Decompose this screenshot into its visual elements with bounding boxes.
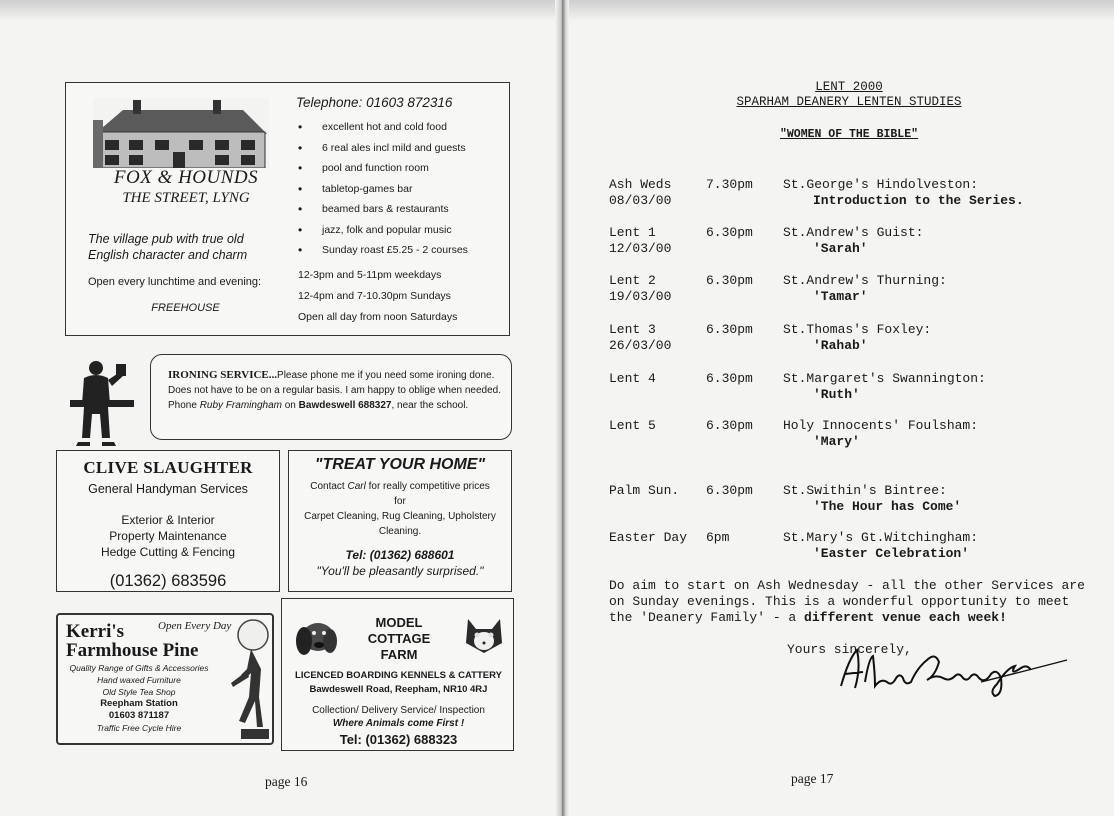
list-item: • 6 real ales incl mild and guests [298,141,468,162]
schedule-day: Lent 5 [609,418,656,433]
schedule-event [783,530,1113,562]
list-item: • jazz, folk and popular music [298,223,468,244]
clive-services [57,512,279,560]
ironing-body: , near the school. [391,400,469,411]
hours-line: 12-4pm and 7-10.30pm Sundays [298,290,451,302]
schedule-topic: 'Sarah' [813,241,868,256]
treat-text: for [394,496,406,507]
ironing-phone: Bawdeswell 688327 [298,400,392,411]
schedule-day: Lent 3 26/03/00 [609,322,672,353]
schedule-event [783,418,1113,450]
service-line: Exterior & Interior [121,513,215,527]
pub-hours-label: Open every lunchtime and evening: [88,276,262,288]
schedule-time: 6.30pm [706,483,753,498]
ironing-contact-name: Ruby Framingham [199,400,282,411]
page-number: page 17 [791,771,834,786]
ironing-text [168,368,501,413]
clive-subtitle: General Handyman Services [88,482,248,496]
list-item: • pool and function room [298,161,468,182]
pub-tagline-line: The village pub with true old [88,232,244,246]
schedule-event [783,322,1113,354]
schedule-topic: 'Rahab' [813,338,868,353]
hours-line: Open all day from noon Saturdays [298,311,458,323]
pub-building-illustration [93,98,269,168]
treat-text: Contact [310,481,348,492]
schedule-header-line: SPARHAM DEANERY LENTEN STUDIES [736,95,962,109]
schedule-venue: St.Andrew's Guist: [783,225,924,240]
schedule-day: Easter Day [609,530,688,545]
kerri-line: Traffic Free Cycle Hire [96,723,182,733]
kerri-details [64,662,214,734]
treat-body [293,479,507,539]
closing-text: Do aim to start on Ash Wednesday - all the other Services are on Sunday evenings. This is a wonderful opportunity to meet the 'Deanery Family' - a [609,578,1085,625]
cat-icon [462,615,506,655]
farm-title-line: MODEL [375,615,423,630]
kerri-line: Quality Range of Gifts & Accessories [69,663,209,673]
lamp-statue-icon [211,617,275,744]
schedule-time: 6.30pm [706,322,753,337]
schedule-time: 6.30pm [706,225,753,240]
service-line: Property Maintenance [109,529,227,543]
kerri-line: Reepham Station [100,698,178,709]
treat-services: Carpet Cleaning, Rug Cleaning, Upholstery Cleaning. [304,511,496,537]
schedule-topic: 'Mary' [813,434,860,449]
schedule-event [783,225,1113,257]
schedule-topic: 'Ruth' [813,387,860,402]
schedule-venue: St.Mary's Gt.Witchingham: [783,530,979,545]
clive-phone: (01362) 683596 [109,572,227,590]
treat-contact-name: Carl [347,481,366,492]
schedule-topic: 'Easter Celebration' [813,546,970,561]
closing-paragraph [609,578,1099,626]
farm-title [354,615,444,663]
dog-icon [292,615,340,661]
treat-your-home-advert [288,450,512,592]
schedule-time: 6.30pm [706,273,753,288]
schedule-time: 7.30pm [706,177,753,192]
schedule-topic: 'Tamar' [813,289,868,304]
schedule-day: Lent 2 19/03/00 [609,273,672,304]
treat-title: "TREAT YOUR HOME" [314,456,486,473]
schedule-topic: 'The Hour has Come' [813,499,962,514]
treat-contact-line [293,479,507,494]
kerri-title-line: Farmhouse Pine [66,640,199,661]
farm-licence-line: LICENCED BOARDING KENNELS & CATTERY [295,670,502,681]
schedule-day: Lent 4 [609,371,656,386]
ironing-body: on [281,400,299,411]
schedule-time: 6pm [706,530,730,545]
list-item: • Sunday roast £5.25 - 2 courses [298,243,468,264]
pub-feature-list [298,120,468,264]
left-page [0,20,555,816]
fox-hounds-advert [65,82,510,336]
treat-text: for really competitive prices [365,481,490,492]
schedule-day: Ash Weds 08/03/00 [609,177,672,208]
page-number: page 16 [265,774,308,789]
schedule-event [783,273,1113,305]
farm-address: Bawdeswell Road, Reepham, NR10 4RJ [309,684,488,695]
list-item: • beamed bars & restaurants [298,202,468,223]
sign-off: Yours sincerely, [787,642,912,657]
closing-emphasis: different venue each week! [804,610,1007,625]
service-line: Hedge Cutting & Fencing [100,545,236,559]
kerri-phone: 01603 871187 [108,710,170,721]
treat-phone: Tel: (01362) 688601 [345,548,455,562]
schedule-venue: St.Margaret's Swannington: [783,371,986,386]
schedule-day: Palm Sun. [609,483,680,498]
schedule-event [783,177,1113,209]
clive-slaughter-advert [56,450,280,592]
farm-services [286,704,511,730]
schedule-day: Lent 1 12/03/00 [609,225,672,256]
farm-services-line: Collection/ Delivery Service/ Inspection [312,705,485,716]
kerri-title-line: Kerri's [66,621,125,642]
pub-tagline [88,231,288,263]
farm-title-line: FARM [380,647,418,662]
schedule-time: 6.30pm [706,371,753,386]
farm-licence [286,669,511,697]
schedule-time: 6.30pm [706,418,753,433]
pub-name: FOX & HOUNDS [113,167,259,188]
farm-title-line: COTTAGE [367,631,431,646]
ironing-figure-icon [70,358,138,450]
kerri-line: Hand waxed Furniture [97,675,181,685]
pub-street: THE STREET, LYNG [122,190,250,206]
handwritten-signature [831,638,1071,698]
schedule-event [783,371,1113,403]
schedule-venue: St.George's Hindolveston: [783,177,979,192]
model-cottage-farm-advert [281,598,514,751]
right-page [569,20,1114,816]
treat-slogan: "You'll be pleasantly surprised." [316,564,484,578]
schedule-header-line: LENT 2000 [815,80,883,94]
kerris-farmhouse-pine-advert [56,613,274,745]
schedule-topic: Introduction to the Series. [813,193,1024,208]
pub-telephone: Telephone: 01603 872316 [296,95,453,110]
schedule-header [689,80,1009,110]
farm-motto: Where Animals come First ! [332,718,465,729]
ironing-body: Please phone me if you need some ironing done. Does not have to be on a regular basis. I am happy to oblige when needed. Phone [168,370,502,411]
schedule-venue: St.Andrew's Thurning: [783,273,947,288]
kerri-opening: Open Every Day [158,620,232,632]
schedule-venue: St.Thomas's Foxley: [783,322,932,337]
page-gutter [555,0,569,816]
clive-name: CLIVE SLAUGHTER [83,458,253,477]
ironing-service-advert [150,354,512,440]
schedule-event [783,483,1113,515]
farm-phone: Tel: (01362) 688323 [339,732,458,747]
ironing-heading: IRONING SERVICE... [168,369,278,381]
list-item: • excellent hot and cold food [298,120,468,141]
schedule-venue: Holy Innocents' Foulsham: [783,418,979,433]
hours-line: 12-3pm and 5-11pm weekdays [298,269,442,281]
schedule-subtitle: "WOMEN OF THE BIBLE" [779,128,919,141]
kerri-line: Old Style Tea Shop [102,687,176,697]
pub-opening-hours [298,269,457,332]
list-item: • tabletop-games bar [298,182,468,203]
pub-freehouse: FREEHOUSE [151,302,220,314]
schedule-venue: St.Swithin's Bintree: [783,483,947,498]
pub-tagline-line: English character and charm [88,248,248,262]
